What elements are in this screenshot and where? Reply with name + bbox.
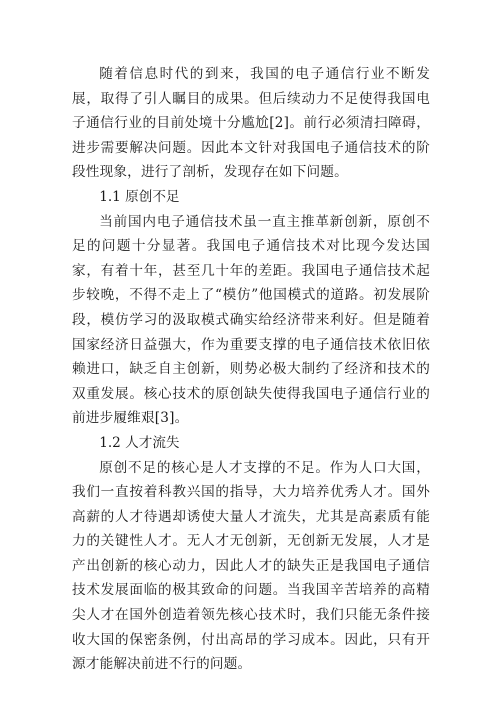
section-heading-talent: 1.2 人才流失 <box>99 434 180 451</box>
intro-paragraph: 随着信息时代的到来，我国的电子通信行业不断发展，取得了引人瞩目的成果。但后续动力不足使得我国电子通信行业的目前处境十分尴尬[2]。前行必须清扫障碍，进步需要解决问题。因此本文针对我国电子通信技术的阶段性现象，进行了剖析，发现存在如下问题。 <box>72 66 430 181</box>
talent-paragraph: 原创不足的核心是人才支撑的不足。作为人口大国，我们一直按着科教兴国的指导，大力培养优秀人才。国外高薪的人才待遇却诱使大量人才流失，尤其是高素质有能力的关键性人才。无人才无创新，无创新无发展，人才是产出创新的核心动力，因此人才的缺失正是我国电子通信技术发展面临的极其致命的问题。当我国辛苦培养的高精尖人才在国外创造着领先核心技术时，我们只能无条件接收大国的保密条例，付出高昂的学习成本。因此，只有开源才能解决前进不行的问题。 <box>72 459 430 673</box>
document-body <box>72 62 430 677</box>
originality-paragraph: 当前国内电子通信技术虽一直主推革新创新，原创不足的问题十分显著。我国电子通信技术对比现今发达国家，有着十年，甚至几十年的差距。我国电子通信技术起步较晚，不得不走上了“模仿”他国模式的道路。初发展阶段，模仿学习的汲取模式确实给经济带来利好。但是随着国家经济日益强大，作为重要支撑的电子通信技术依旧依赖进口，缺乏自主创新，则势必极大制约了经济和技术的双重发展。核心技术的原创缺失使得我国电子通信行业的前进步履维艰[3]。 <box>72 213 430 427</box>
section-heading-originality: 1.1 原创不足 <box>99 188 180 205</box>
